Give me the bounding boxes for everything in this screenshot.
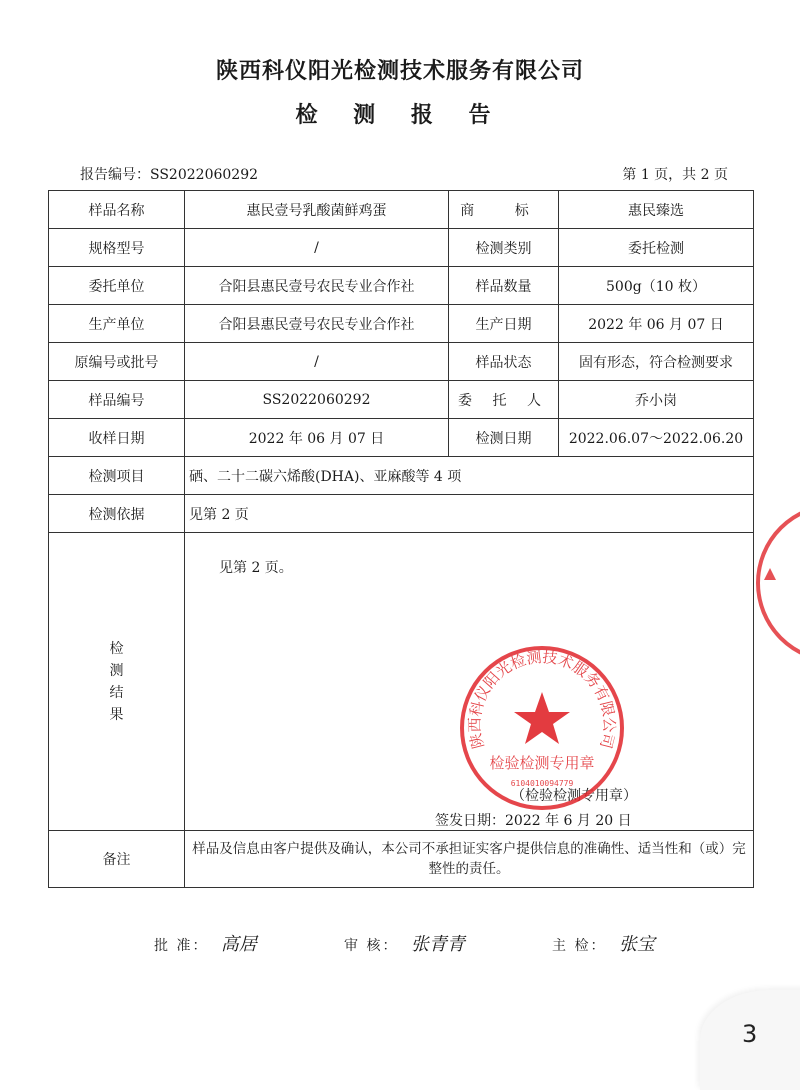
- inspect-signature: 张宝: [618, 934, 655, 955]
- prod-date-label: 生产日期: [449, 305, 559, 343]
- producer-label: 生产单位: [49, 305, 185, 343]
- table-row: [49, 533, 754, 831]
- seal-star-icon: [764, 568, 776, 580]
- issue-date: 签发日期：2022 年 6 月 20 日: [435, 813, 632, 829]
- sample-name-value: 惠民壹号乳酸菌鲜鸡蛋: [185, 191, 449, 229]
- approve-label: 批 准：: [154, 938, 209, 954]
- result-label-char: 检: [109, 640, 124, 657]
- inspect-signature-block: [552, 930, 655, 956]
- seal-ring-text: 陕西科仪阳光检测技术服务有限公司: [465, 648, 619, 751]
- basis-value: 见第 2 页: [185, 495, 754, 533]
- official-seal: [458, 644, 626, 812]
- table-row: [49, 457, 754, 495]
- result-label-char: 结: [109, 684, 124, 701]
- company-name: 陕西科仪阳光检测技术服务有限公司: [215, 59, 584, 84]
- brand-label: 商 标: [449, 191, 559, 229]
- quantity-value: 500g（10 枚）: [559, 267, 754, 305]
- table-row: [49, 229, 754, 267]
- basis-label: 检测依据: [49, 495, 185, 533]
- note-label: 备注: [49, 831, 185, 888]
- prod-date-value: 2022 年 06 月 07 日: [559, 305, 754, 343]
- entruster-label: 委 托 人: [449, 381, 559, 419]
- spec-value: /: [185, 229, 449, 267]
- state-label: 样品状态: [449, 343, 559, 381]
- partial-seal: [752, 498, 800, 668]
- items-label: 检测项目: [49, 457, 185, 495]
- note-value: 样品及信息由客户提供及确认，本公司不承担证实客户提供信息的准确性、适当性和（或）完整性的责任。: [185, 831, 754, 888]
- sample-no-label: 样品编号: [49, 381, 185, 419]
- table-row: [49, 381, 754, 419]
- brand-value: 惠民臻选: [559, 191, 754, 229]
- table-row: [49, 419, 754, 457]
- result-label: [49, 533, 185, 831]
- review-label: 审 核：: [344, 938, 399, 954]
- table-row: [49, 343, 754, 381]
- table-row: [49, 305, 754, 343]
- result-text: 见第 2 页。: [219, 560, 293, 576]
- test-date-label: 检测日期: [449, 419, 559, 457]
- spec-label: 规格型号: [49, 229, 185, 267]
- receive-date-value: 2022 年 06 月 07 日: [185, 419, 449, 457]
- sample-no-value: SS2022060292: [185, 381, 449, 419]
- entruster-value: 乔小岗: [559, 381, 754, 419]
- result-label-char: 果: [109, 706, 124, 723]
- table-row: [49, 831, 754, 888]
- receive-date-label: 收样日期: [49, 419, 185, 457]
- approve-signature-block: [154, 930, 257, 956]
- report-table: [48, 190, 754, 888]
- test-type-value: 委托检测: [559, 229, 754, 267]
- result-label-char: 测: [109, 662, 124, 679]
- state-value: 固有形态，符合检测要求: [559, 343, 754, 381]
- review-signature: 张青青: [410, 934, 465, 955]
- table-row: [49, 495, 754, 533]
- seal-caption: （检验检测专用章）: [511, 788, 637, 804]
- page-info: 第 1 页，共 2 页: [622, 167, 728, 183]
- corner-page-number: 3: [742, 1020, 758, 1048]
- report-number: 报告编号：SS2022060292: [80, 167, 259, 183]
- batch-value: /: [185, 343, 449, 381]
- client-value: 合阳县惠民壹号农民专业合作社: [185, 267, 449, 305]
- test-date-value: 2022.06.07～2022.06.20: [559, 419, 754, 457]
- table-row: [49, 191, 754, 229]
- seal-star-icon: [514, 692, 570, 744]
- review-signature-block: [344, 930, 465, 956]
- client-label: 委托单位: [49, 267, 185, 305]
- inspect-label: 主 检：: [552, 938, 607, 954]
- approve-signature: 高居: [220, 934, 257, 955]
- seal-code: 6104010094779: [510, 779, 574, 788]
- report-title: 检 测 报 告: [295, 103, 505, 128]
- quantity-label: 样品数量: [449, 267, 559, 305]
- sample-name-label: 样品名称: [49, 191, 185, 229]
- seal-bottom-text: 检验检测专用章: [489, 754, 595, 772]
- test-type-label: 检测类别: [449, 229, 559, 267]
- table-row: [49, 267, 754, 305]
- batch-label: 原编号或批号: [49, 343, 185, 381]
- producer-value: 合阳县惠民壹号农民专业合作社: [185, 305, 449, 343]
- items-value: 硒、二十二碳六烯酸(DHA)、亚麻酸等 4 项: [185, 457, 754, 495]
